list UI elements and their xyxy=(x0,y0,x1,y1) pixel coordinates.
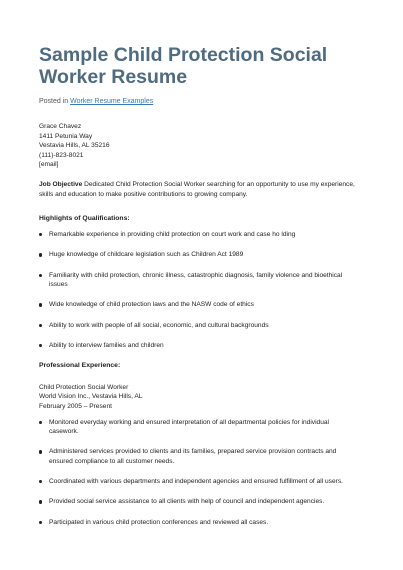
posted-in-line xyxy=(39,97,363,107)
bullet-dot-icon xyxy=(39,303,42,306)
job-objective xyxy=(39,180,369,199)
bullet-dot-icon xyxy=(39,324,42,327)
page-title: Sample Child Protection Social Worker Resume xyxy=(39,44,328,88)
job-objective-label: Job Objective xyxy=(39,180,83,188)
list-item: Huge knowledge of childcare legislation such as Children Act 1989 xyxy=(39,250,359,260)
bullet-dot-icon xyxy=(39,500,42,503)
bullet-dot-icon xyxy=(39,450,42,453)
posted-in-label: Posted in xyxy=(39,98,69,105)
list-item: Familiarity with child protection, chronic illness, catastrophic diagnosis, family violence and bioethical issues xyxy=(39,271,359,290)
bullet-dot-icon xyxy=(39,421,42,424)
experience-list xyxy=(39,418,363,528)
list-item: Remarkable experience in providing child protection on court work and case ho lding xyxy=(39,230,359,240)
contact-block xyxy=(39,122,363,170)
category-link[interactable]: Worker Resume Examples xyxy=(70,98,154,105)
bullet-dot-icon xyxy=(39,253,42,256)
contact-name: Grace Chavez xyxy=(39,123,82,130)
highlights-heading: Highlights of Qualifications: xyxy=(39,215,130,223)
bullet-dot-icon xyxy=(39,233,42,236)
list-item: Provided social service assistance to all clients with help of council and independent agencies. xyxy=(39,497,359,507)
list-item: Administered services provided to clients and its families, prepared service provision contracts and ensured compliance to all customer needs. xyxy=(39,447,359,466)
list-item: Ability to interview families and children xyxy=(39,341,359,351)
list-item: Wide knowledge of child protection laws and the NASW code of ethics xyxy=(39,300,359,310)
job-dates: February 2005 – Present xyxy=(39,403,112,411)
experience-heading: Professional Experience: xyxy=(39,361,121,369)
job-objective-text: Dedicated Child Protection Social Worker searching for an opportunity to use my experience, skills and education to make positive contributions to growing company. xyxy=(39,180,355,198)
contact-email: [email] xyxy=(39,161,59,169)
list-item: Coordinated with various departments and independent agencies and ensured fulfillment of all users. xyxy=(39,477,359,487)
highlights-list xyxy=(39,230,363,350)
contact-street: 1411 Petunia Way xyxy=(39,132,93,140)
job-title: Child Protection Social Worker xyxy=(39,383,129,391)
contact-city: Vestavia Hills, AL 35216 xyxy=(39,142,110,150)
list-item: Ability to work with people of all social, economic, and cultural backgrounds xyxy=(39,321,359,331)
bullet-dot-icon xyxy=(39,274,42,277)
bullet-dot-icon xyxy=(39,344,42,347)
list-item: Participated in various child protection conferences and reviewed all cases. xyxy=(39,518,359,528)
bullet-dot-icon xyxy=(39,521,42,524)
job-entry xyxy=(39,383,363,412)
contact-phone: (111)-823-8021 xyxy=(39,151,84,159)
list-item: Monitored everyday working and ensured interpretation of all departmental policies for individual casework. xyxy=(39,418,359,437)
job-employer: World Vision Inc., Vestavia Hills, AL xyxy=(39,393,143,401)
bullet-dot-icon xyxy=(39,480,42,483)
